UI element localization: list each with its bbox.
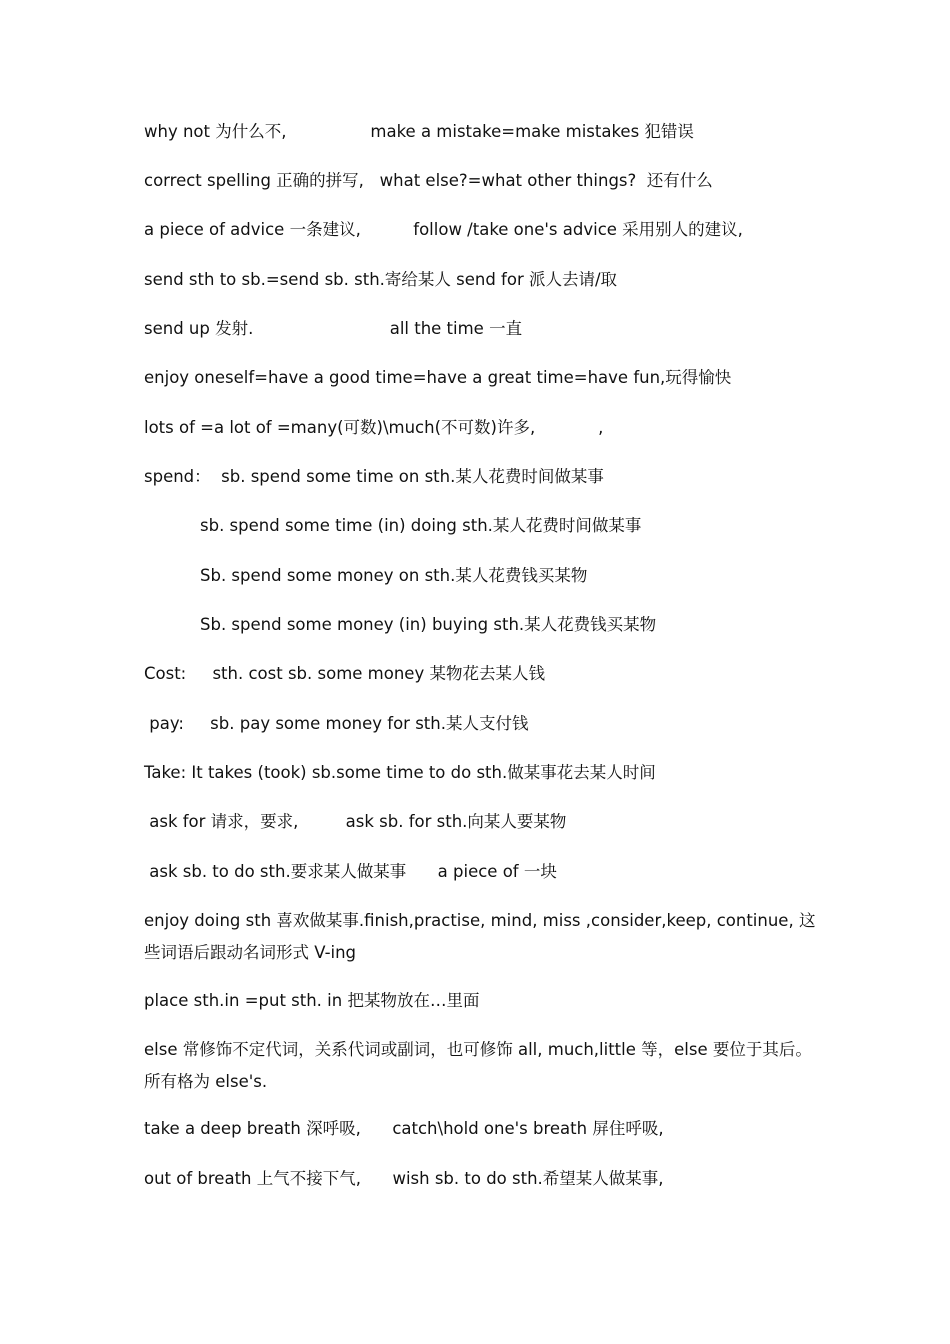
vocab-line-piece-of-advice: a piece of advice 一条建议, follow /take one's advice 采用别人的建议, xyxy=(144,220,743,239)
vocab-line-cost: Cost: sth. cost sb. some money 某物花去某人钱 xyxy=(144,664,545,683)
vocab-line-place-sth: place sth.in =put sth. in 把某物放在…里面 xyxy=(144,991,480,1010)
vocab-paragraph-enjoy-doing: enjoy doing sth 喜欢做某事.finish,practise, mind, miss ,consider,keep, continue, 这些词语后跟动名词形式 V-ing xyxy=(144,911,816,962)
vocab-line-spend-heading: spend： sb. spend some time on sth.某人花费时间做某事 xyxy=(144,467,604,486)
vocab-line-spend-doing: sb. spend some time (in) doing sth.某人花费时间做某事 xyxy=(200,516,642,535)
vocab-line-why-not: why not 为什么不, make a mistake=make mistakes 犯错误 xyxy=(144,122,694,141)
vocab-line-pay: pay: sb. pay some money for sth.某人支付钱 xyxy=(144,714,529,733)
vocab-line-spend-money-on: Sb. spend some money on sth.某人花费钱买某物 xyxy=(200,566,588,585)
vocab-line-deep-breath: take a deep breath 深呼吸, catch\hold one's breath 屏住呼吸, xyxy=(144,1119,664,1138)
vocab-line-send-up: send up 发射. all the time 一直 xyxy=(144,319,523,338)
vocab-line-spend-money-buying: Sb. spend some money (in) buying sth.某人花费钱买某物 xyxy=(200,615,657,634)
vocab-line-ask-for: ask for 请求，要求, ask sb. for sth.向某人要某物 xyxy=(144,812,567,831)
vocab-line-send-sth: send sth to sb.=send sb. sth.寄给某人 send for 派人去请/取 xyxy=(144,270,618,289)
vocab-paragraph-else: else 常修饰不定代词，关系代词或副词，也可修饰 all, much,little 等，else 要位于其后。所有格为 else's. xyxy=(144,1040,812,1091)
vocab-line-enjoy-oneself: enjoy oneself=have a good time=have a great time=have fun,玩得愉快 xyxy=(144,368,732,387)
vocab-line-correct-spelling: correct spelling 正确的拼写, what else?=what other things? 还有什么 xyxy=(144,171,713,190)
vocab-line-lots-of: lots of =a lot of =many(可数)\much(不可数)许多, , xyxy=(144,418,604,437)
vocab-line-out-of-breath: out of breath 上气不接下气, wish sb. to do sth.希望某人做某事, xyxy=(144,1169,664,1188)
vocab-line-ask-sb-to-do: ask sb. to do sth.要求某人做某事 a piece of 一块 xyxy=(144,862,557,881)
vocab-line-take: Take: It takes (took) sb.some time to do sth.做某事花去某人时间 xyxy=(144,763,656,782)
